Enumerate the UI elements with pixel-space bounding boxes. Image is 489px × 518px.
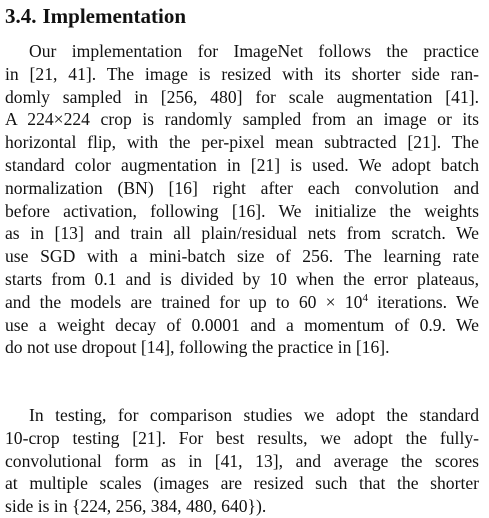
text-line: A 224×224 crop is randomly sampled from an image or its [5,109,479,130]
paragraph-implementation [5,40,479,359]
text-line: horizontal flip, with the per-pixel mean subtracted [21]. The [5,132,479,153]
text-line: do not use dropout [14], following the practice in [16]. [5,337,390,358]
section-number: 3.4. [5,4,37,28]
text-line: before activation, following [16]. We initialize the weights [5,200,479,221]
paragraph-testing [5,404,479,518]
text-line: in [21, 41]. The image is resized with its shorter side ran- [5,63,479,84]
text-line: standard color augmentation in [21] is used. We adopt batch [5,154,479,175]
text-line: at multiple scales (images are resized such that the shorter [5,473,479,494]
section-heading [5,3,186,29]
text-line: 10-crop testing [21]. For best results, we adopt the fully- [5,427,479,448]
text-line: normalization (BN) [16] right after each convolution and [5,177,479,198]
text-line-with-exponent [5,291,479,314]
text-line: as in [13] and train all plain/residual nets from scratch. We [5,223,479,244]
text-line: starts from 0.1 and is divided by 10 when the error plateaus, [5,268,479,289]
text-line: side is in {224, 256, 384, 480, 640}). [5,496,267,517]
text-line: Our implementation for ImageNet follows the practice [29,41,479,61]
text-line: domly sampled in [256, 480] for scale augmentation [41]. [5,86,479,107]
text-line: convolutional form as in [41, 13], and average the scores [5,450,479,471]
text-line: use SGD with a mini-batch size of 256. The learning rate [5,246,479,267]
exponent: 4 [362,291,368,304]
text-line: use a weight decay of 0.0001 and a momentum of 0.9. We [5,314,479,335]
text-segment: iterations. We [367,291,479,312]
section-title: Implementation [42,4,186,28]
text-line: In testing, for comparison studies we adopt the standard [29,405,479,425]
text-segment: and the models are trained for up to 60 × 10 [5,291,363,312]
